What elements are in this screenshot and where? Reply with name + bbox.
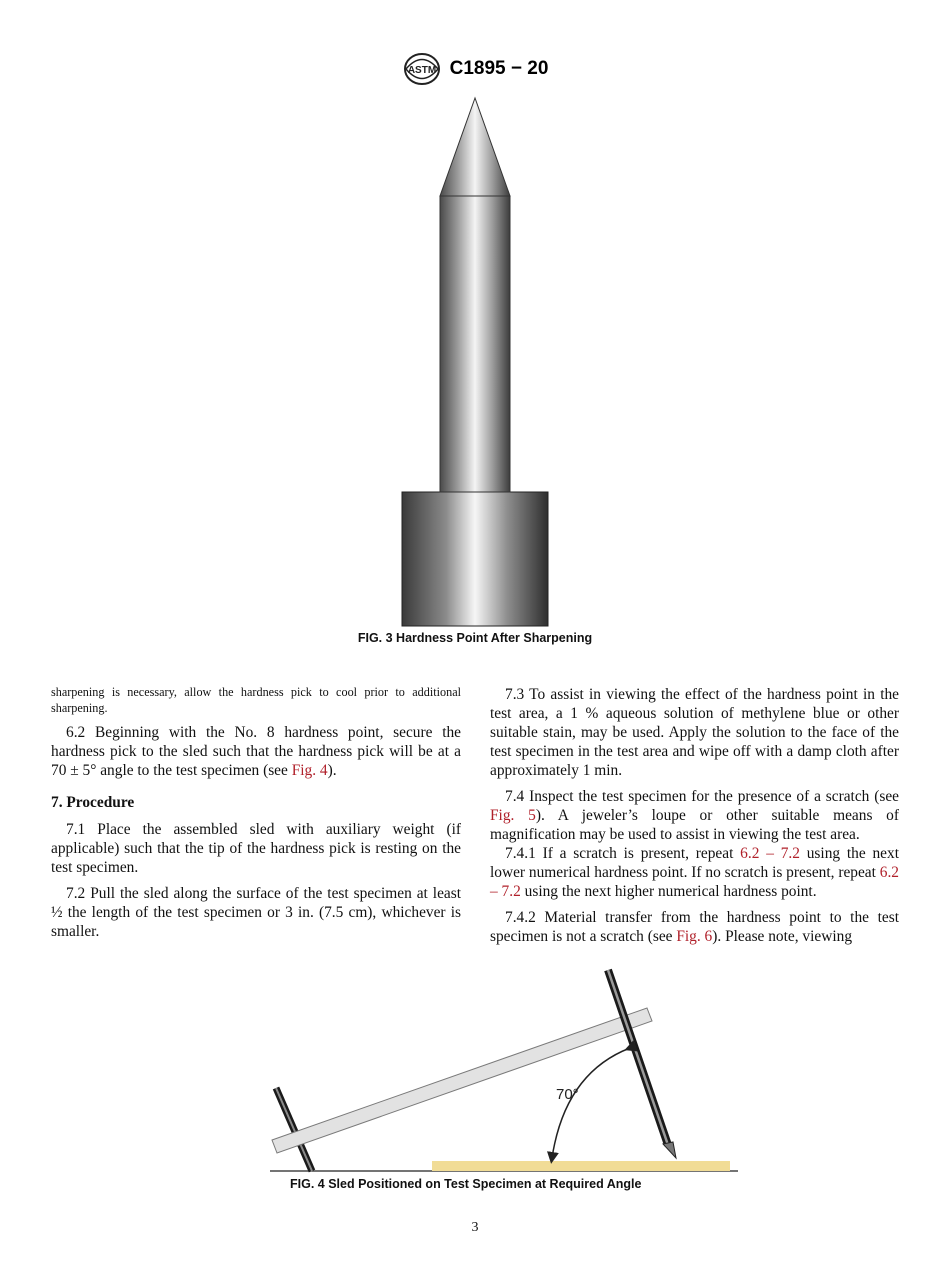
paragraph-7-3: 7.3 To assist in viewing the effect of the hardness point in the test area, a 1 % aqueous solution of methylene blue or other suitable stain, may be used. Apply the solution to the face of the test specimen in the test area and wipe off with a damp cloth after approximately 1 min. <box>490 686 899 779</box>
fig-6-link[interactable]: Fig. 6 <box>676 928 713 945</box>
angle-arc-arrow <box>552 1048 630 1158</box>
pick-shaft <box>440 196 510 492</box>
left-column <box>51 684 461 941</box>
section-range-link[interactable]: 6.2 – 7.2 <box>740 845 800 862</box>
sled-angle-diagram <box>260 968 750 1178</box>
pick-tip <box>440 98 510 196</box>
paragraph-7-4: 7.4 Inspect the test specimen for the presence of a scratch (see Fig. 5). A jeweler’s loupe or other suitable means of magnification may be used to assist in viewing the test area. <box>490 788 900 843</box>
section-range-link[interactable]: 6.2 – 7.2 <box>490 864 900 900</box>
astm-logo-icon <box>402 52 442 86</box>
page-header <box>0 52 950 86</box>
page-number: 3 <box>471 1220 479 1235</box>
right-column <box>490 685 899 946</box>
hardness-point-illustration <box>395 94 555 629</box>
figure-4-caption: FIG. 4 Sled Positioned on Test Specimen at Required Angle <box>290 1177 642 1191</box>
standard-designation: C1895 − 20 <box>449 58 549 79</box>
paragraph-7-1: 7.1 Place the assembled sled with auxiliary weight (if applicable) such that the tip of the hardness pick is resting on the test specimen. <box>51 821 461 876</box>
hardness-pick <box>608 970 676 1158</box>
fig-4-link[interactable]: Fig. 4 <box>291 762 328 779</box>
sled-bar <box>272 1008 652 1153</box>
logo-text: ASTM <box>407 65 436 76</box>
paragraph-7-4-1: 7.4.1 If a scratch is present, repeat 6.2 – 7.2 using the next lower numerical hardness point. If no scratch is present, repeat 6.2 – 7.2 using the next higher numerical hardness point. <box>490 845 900 900</box>
fig-5-link[interactable]: Fig. 5 <box>490 807 536 824</box>
pick-base <box>402 492 548 626</box>
angle-label: 70° <box>556 1086 579 1103</box>
test-specimen <box>432 1161 730 1171</box>
section-heading-procedure: 7. Procedure <box>51 794 135 811</box>
figure-3-caption: FIG. 3 Hardness Point After Sharpening <box>357 631 593 645</box>
continuation-text: sharpening is necessary, allow the hardness pick to cool prior to additional sharpening. <box>51 685 461 715</box>
paragraph-6-2: 6.2 Beginning with the No. 8 hardness point, secure the hardness pick to the sled such that the hardness pick will be at a 70 ± 5° angle to the test specimen (see Fig. 4). <box>51 724 461 779</box>
paragraph-7-4-2: 7.4.2 Material transfer from the hardness point to the test specimen is not a scratch (see Fig. 6). Please note, viewing <box>490 909 899 945</box>
paragraph-7-2: 7.2 Pull the sled along the surface of the test specimen at least ½ the length of the test specimen or 3 in. (7.5 cm), whichever is smaller. <box>51 885 461 940</box>
